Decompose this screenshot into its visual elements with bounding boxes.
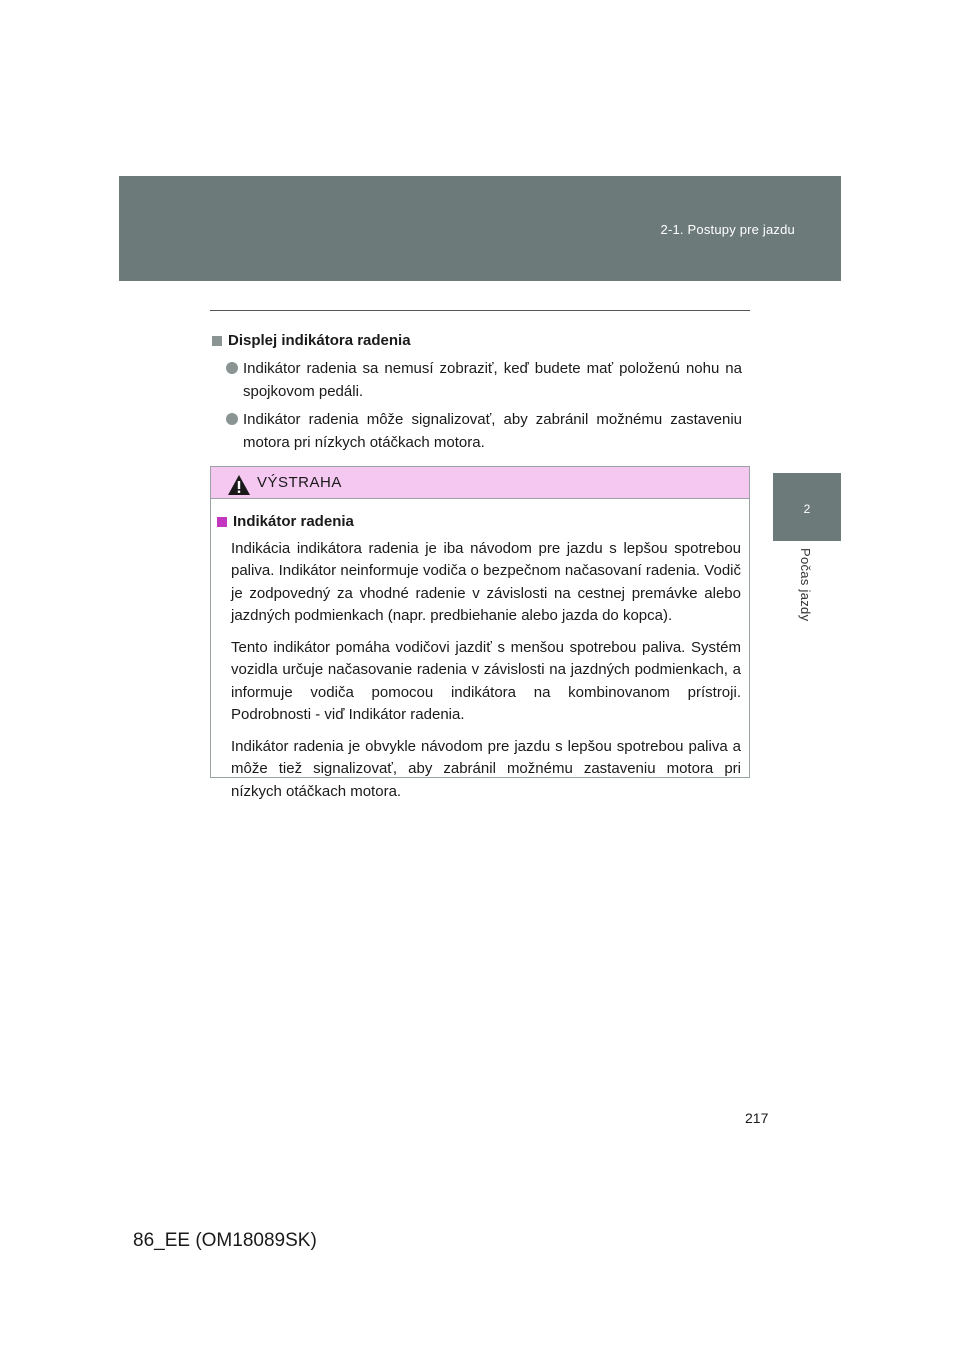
warning-header — [211, 467, 749, 499]
chapter-label: Počas jazdy — [798, 548, 813, 622]
list-item — [226, 408, 742, 454]
circle-bullet-icon — [226, 362, 238, 374]
warning-paragraph: Indikácia indikátora radenia je iba návodom pre jazdu s lepšou spotrebou paliva. Indikátor neinformuje vodiča o bezpečnom načasovaní radenia. Vodič je zodpovedný za vhodné radenie v závislosti na cestnej premávke alebo jazdných podmienkach (napr. predbiehanie alebo jazda do kopca). — [231, 539, 741, 624]
warning-body — [211, 499, 749, 803]
square-bullet-icon — [217, 517, 227, 527]
list-item — [226, 357, 742, 403]
document-code: 86_EE (OM18089SK) — [133, 1230, 317, 1251]
warning-triangle-icon — [227, 474, 251, 496]
warning-paragraph: Indikátor radenia je obvykle návodom pre jazdu s lepšou spotrebou paliva a môže tiež signalizovať, aby zabránil možnému zastaveniu motora pri nízkych otáčkach motora. — [231, 737, 741, 800]
page-number: 217 — [745, 1110, 769, 1126]
warning-heading-text: Indikátor radenia — [233, 513, 354, 530]
warning-title: VÝSTRAHA — [257, 474, 342, 491]
section-heading-text: Displej indikátora radenia — [228, 332, 411, 349]
header-band — [119, 176, 841, 281]
square-bullet-icon — [212, 336, 222, 346]
list-item-text: Indikátor radenia môže signalizovať, aby zabránil možnému zastaveniu motora pri nízkych otáčkach motora. — [243, 411, 742, 451]
list-item-text: Indikátor radenia sa nemusí zobraziť, keď budete mať položenú nohu na spojkovom pedáli. — [243, 360, 742, 400]
section-divider — [210, 310, 750, 311]
display-section — [212, 329, 742, 454]
section-heading — [212, 329, 742, 352]
section-title: 2-1. Postupy pre jazdu — [660, 222, 795, 237]
chapter-tab[interactable] — [773, 473, 841, 541]
warning-box — [210, 466, 750, 800]
circle-bullet-icon — [226, 413, 238, 425]
warning-heading — [217, 511, 741, 534]
chapter-number: 2 — [803, 502, 811, 516]
warning-paragraph: Tento indikátor pomáha vodičovi jazdiť s menšou spotrebou paliva. Systém vozidla určuje načasovanie radenia v závislosti na jazdných podmienkach, a informuje vodiča pomocou indikátora na kombinovanom prístroji. Podrobnosti - viď Indikátor radenia. — [231, 638, 741, 723]
